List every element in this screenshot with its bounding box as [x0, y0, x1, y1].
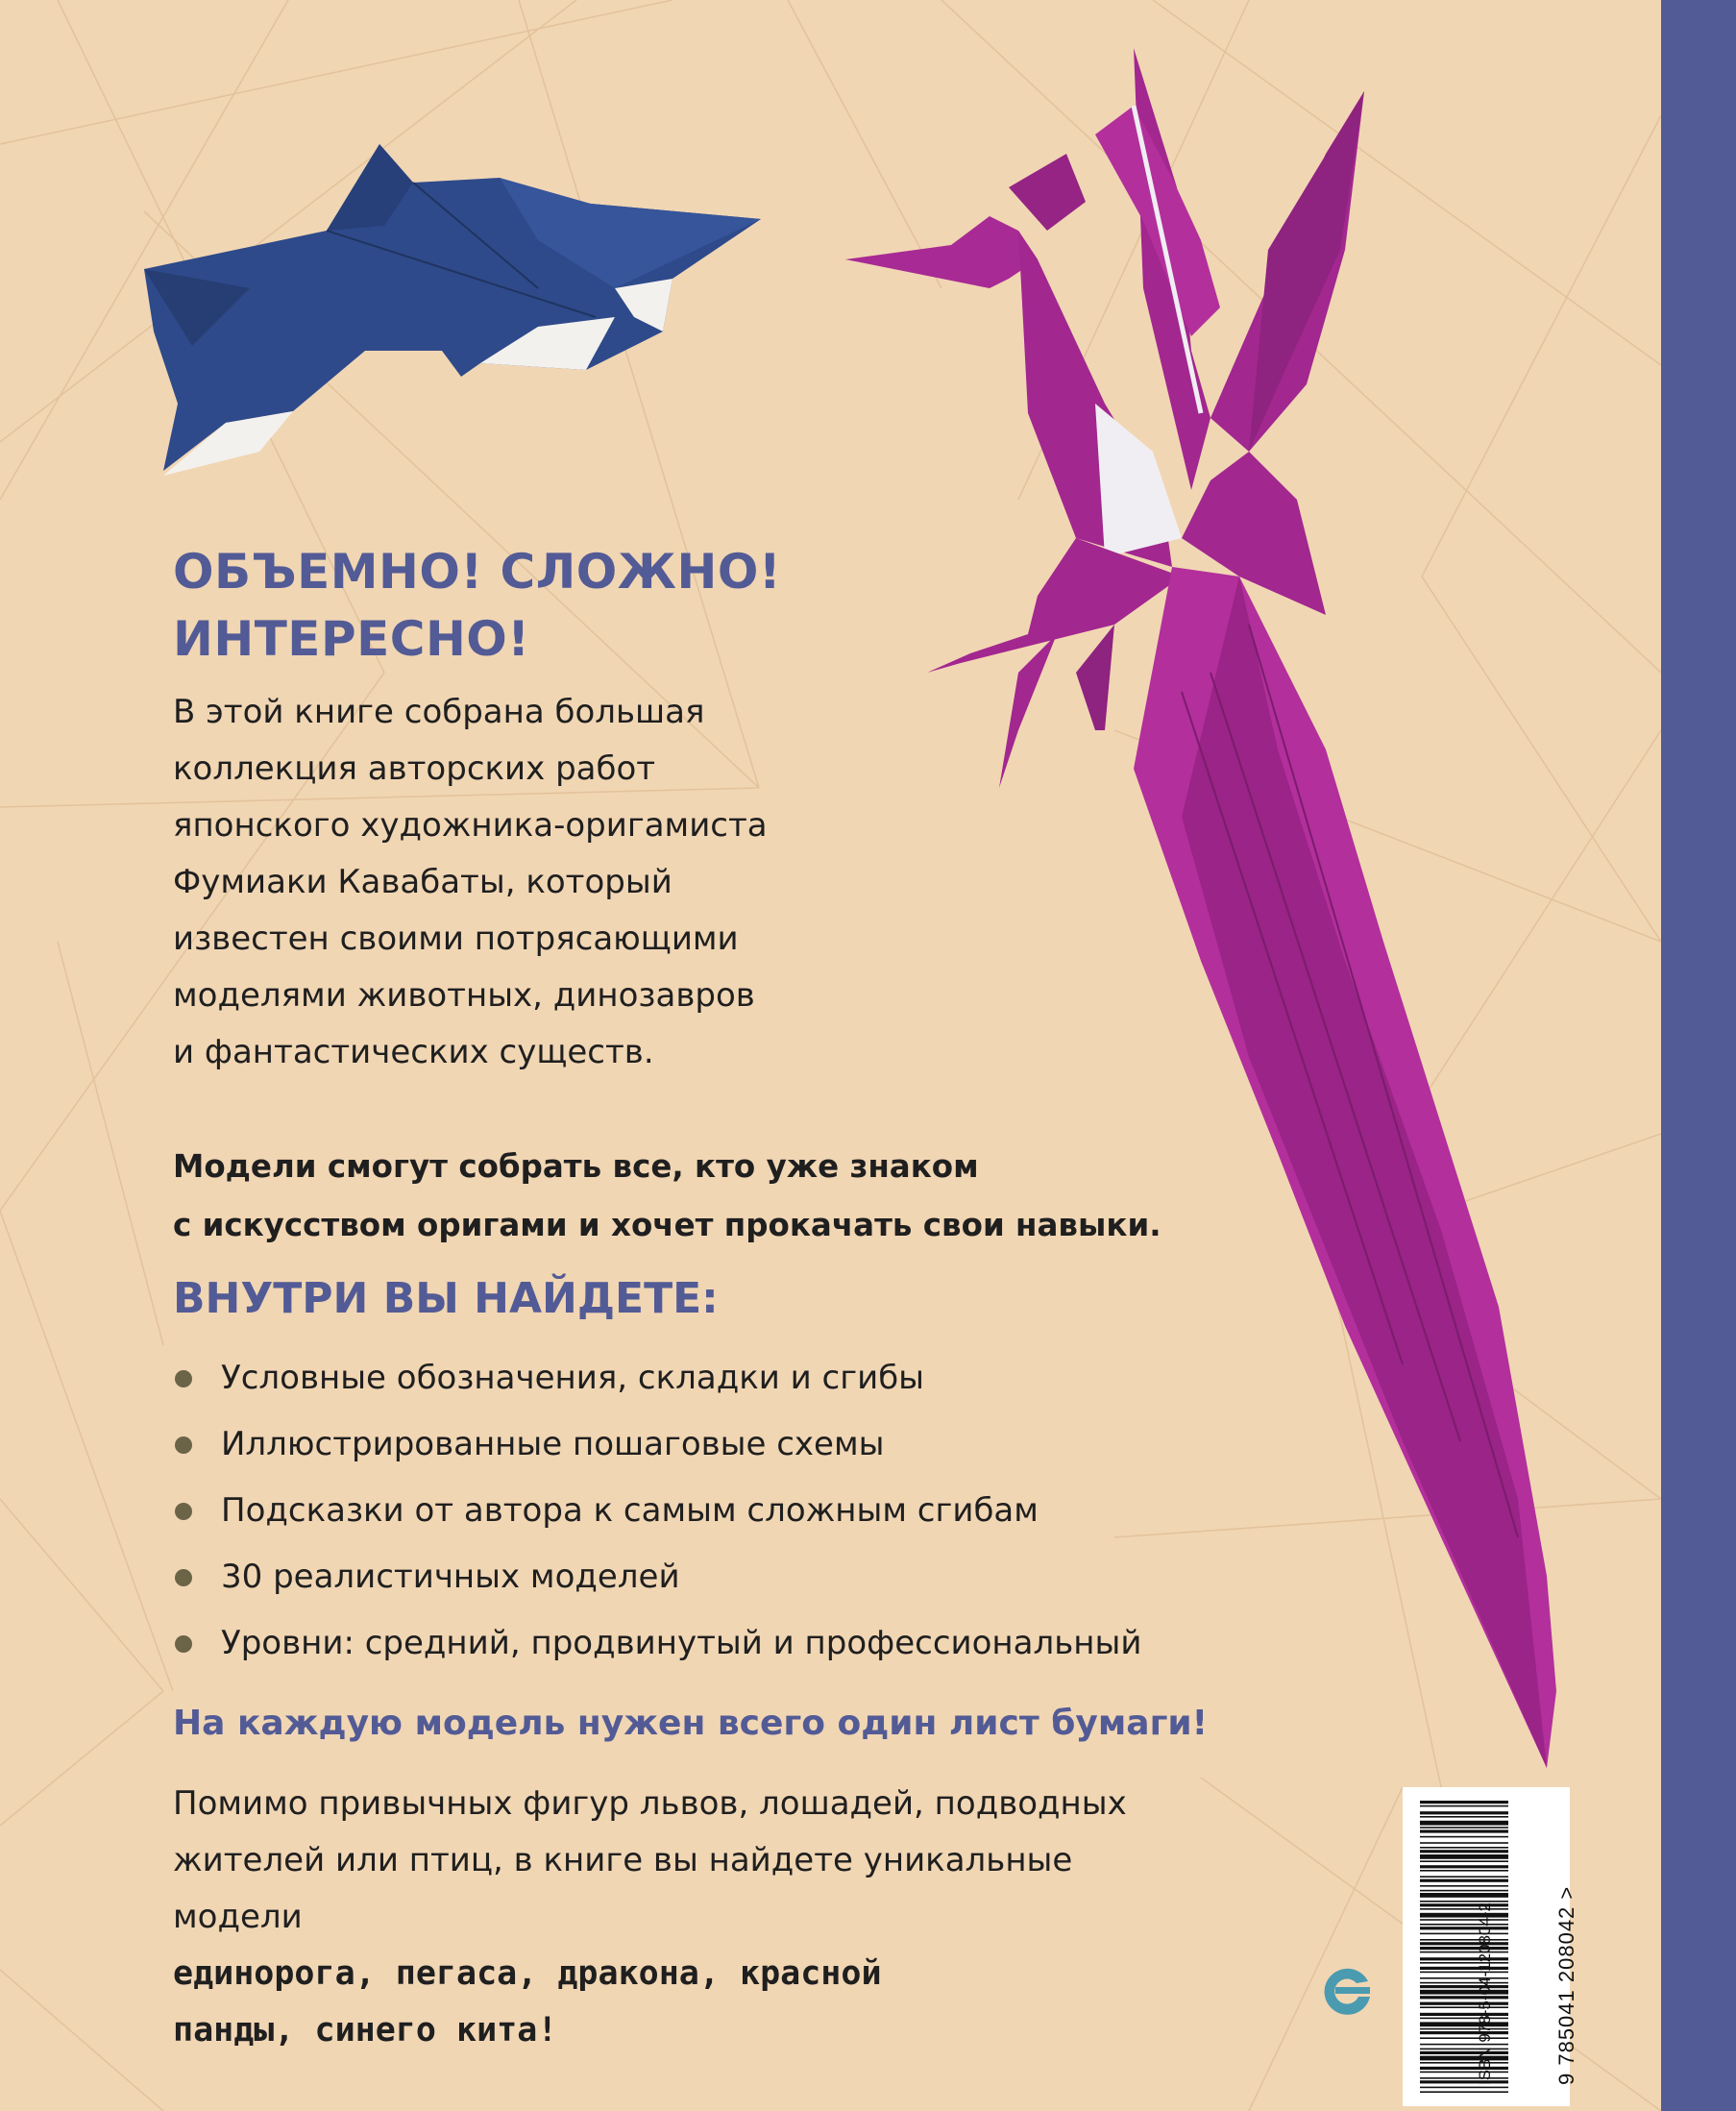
eksmo-logo-icon [1314, 1956, 1381, 2024]
bullet-icon [175, 1635, 192, 1653]
intro-line: В этой книге собрана большая [173, 693, 705, 731]
audience-paragraph [173, 1138, 1230, 1255]
feature-item [173, 1415, 1141, 1482]
inside-title: ВНУТРИ ВЫ НАЙДЕТЕ: [173, 1274, 719, 1323]
outro-prefix: модели [173, 1898, 303, 1936]
barcode-bars [1420, 1799, 1508, 2095]
origami-blue-fish-illustration [144, 144, 761, 476]
outro-line [173, 2002, 1326, 2059]
feature-text: Иллюстрированные пошаговые схемы [221, 1425, 885, 1463]
intro-paragraph [173, 684, 903, 1081]
outro-paragraph [173, 1776, 1326, 2059]
intro-line: моделями животных, динозавров [173, 976, 755, 1015]
feature-text: Условные обозначения, складки и сгибы [221, 1359, 925, 1397]
outro-line: Помимо привычных фигур львов, лошадей, подводных [173, 1784, 1127, 1823]
feature-text: Уровни: средний, продвинутый и профессиональный [221, 1624, 1142, 1662]
audience-line: с искусством оригами и хочет прокачать свои навыки. [173, 1207, 1161, 1243]
bullet-icon [175, 1569, 192, 1586]
intro-line: и фантастических существ. [173, 1033, 654, 1071]
barcode-box [1403, 1787, 1578, 2106]
intro-line: японского художника-оригамиста [173, 806, 768, 845]
headline [173, 538, 781, 673]
intro-line: коллекция авторских работ [173, 749, 656, 788]
intro-line: Фумиаки Кавабаты, который [173, 863, 672, 901]
headline-line-2: ИНТЕРЕСНО! [173, 611, 530, 667]
feature-item [173, 1482, 1141, 1548]
tagline: На каждую модель нужен всего один лист бумаги! [173, 1704, 1209, 1743]
feature-item [173, 1614, 1141, 1681]
isbn-text: ISBN 978-5-04-120804-2 [1476, 1902, 1494, 2085]
intro-line: известен своими потрясающими [173, 920, 739, 958]
audience-line: Модели смогут собрать все, кто уже знаком [173, 1148, 979, 1185]
feature-list [173, 1349, 1141, 1681]
feature-text: 30 реалистичных моделей [221, 1558, 680, 1596]
outro-line: жителей или птиц, в книге вы найдете уникальные [173, 1841, 1073, 1879]
outro-line [173, 1889, 1326, 2002]
side-stripe [1661, 0, 1736, 2111]
outro-highlight: единорога, пегаса, дракона, красной [173, 1954, 882, 1993]
feature-item [173, 1548, 1141, 1614]
bullet-icon [175, 1503, 192, 1520]
feature-item [173, 1349, 1141, 1415]
outro-highlight: панды, синего кита! [173, 2011, 558, 2050]
barcode-digits: 9 785041 208042 > [1554, 1885, 1578, 2085]
feature-text: Подсказки от автора к самым сложным сгибам [221, 1491, 1039, 1530]
bullet-icon [175, 1370, 192, 1387]
headline-line-1: ОБЪЕМНО! СЛОЖНО! [173, 544, 782, 600]
bullet-icon [175, 1436, 192, 1454]
